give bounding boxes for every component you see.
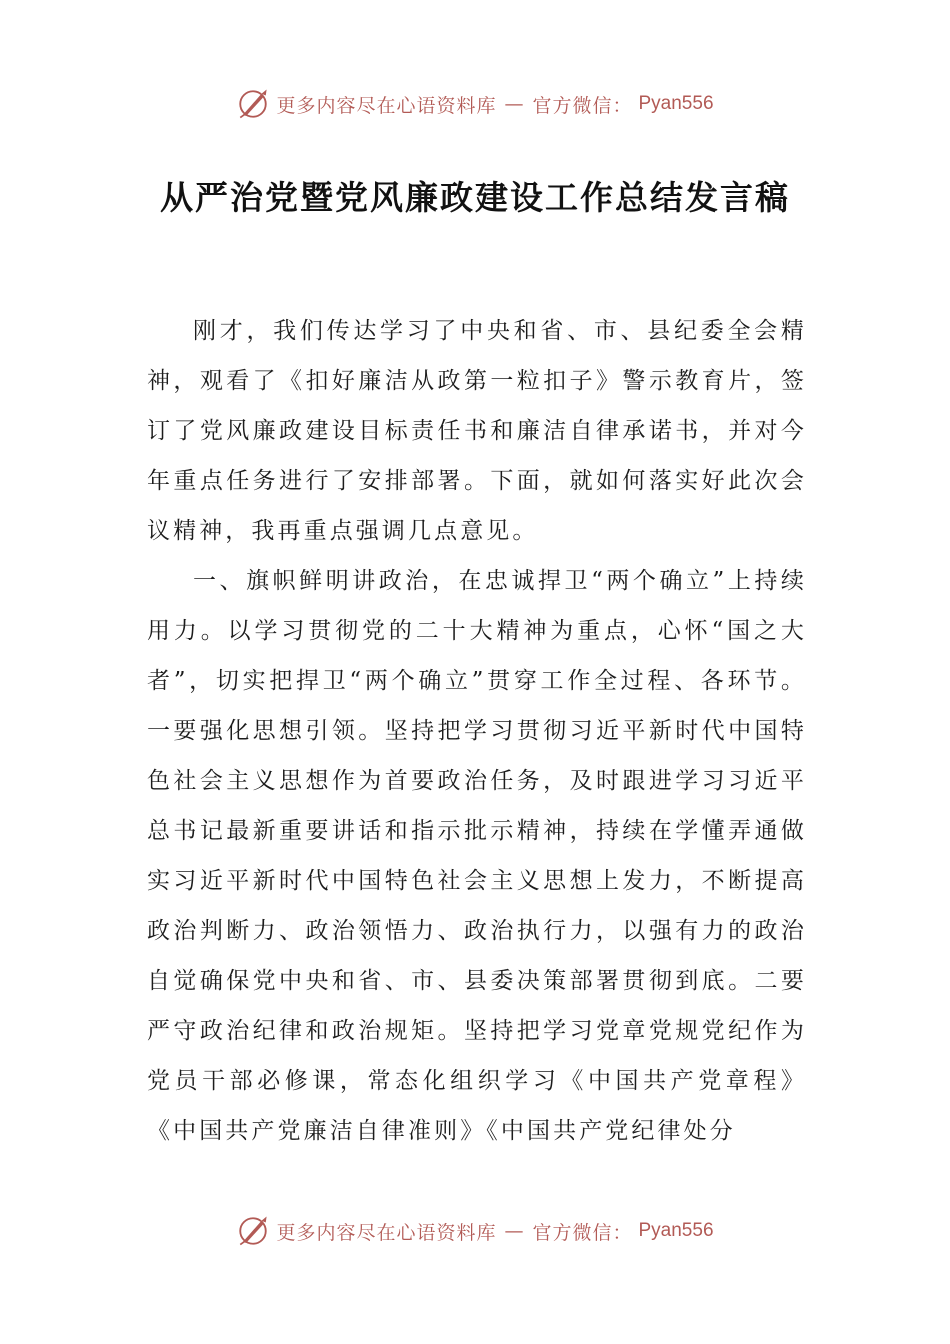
watermark-label: 官方微信：	[532, 1221, 633, 1244]
watermark-separator: —	[504, 93, 525, 115]
footer-watermark	[0, 1209, 950, 1253]
watermark-handle: Pyan556	[638, 1220, 714, 1241]
watermark-label: 官方微信：	[532, 94, 633, 117]
watermark-text: 更多内容尽在心语资料库	[276, 1221, 497, 1244]
quill-pen-logo-icon	[236, 87, 270, 121]
watermark-handle: Pyan556	[638, 93, 714, 114]
watermark-separator: —	[504, 1220, 525, 1242]
quill-pen-logo-icon	[236, 1214, 270, 1248]
header-watermark	[0, 82, 950, 126]
paragraph: 刚才，我们传达学习了中央和省、市、县纪委全会精神，观看了《扣好廉洁从政第一粒扣子》警示教育片，签订了党风廉政建设目标责任书和廉洁自律承诺书，并对今年重点任务进行了安排部署。下面，就如何落实好此次会议精神，我再重点强调几点意见。	[147, 318, 807, 544]
document-body	[147, 306, 807, 1156]
document-title: 从严治党暨党风廉政建设工作总结发言稿	[160, 178, 790, 217]
watermark-text: 更多内容尽在心语资料库	[276, 94, 497, 117]
paragraph: 一、旗帜鲜明讲政治，在忠诚捍卫“两个确立”上持续用力。以学习贯彻党的二十大精神为重点，心怀“国之大者”，切实把捍卫“两个确立”贯穿工作全过程、各环节。一要强化思想引领。坚持把学习贯彻习近平新时代中国特色社会主义思想作为首要政治任务，及时跟进学习习近平总书记最新重要讲话和指示批示精神，持续在学懂弄通做实习近平新时代中国特色社会主义思想上发力，不断提高政治判断力、政治领悟力、政治执行力，以强有力的政治自觉确保党中央和省、市、县委决策部署贯彻到底。二要严守政治纪律和政治规矩。坚持把学习党章党规党纪作为党员干部必修课，常态化组织学习《中国共产党章程》《中国共产党廉洁自律准则》《中国共产党纪律处分	[147, 568, 807, 1144]
